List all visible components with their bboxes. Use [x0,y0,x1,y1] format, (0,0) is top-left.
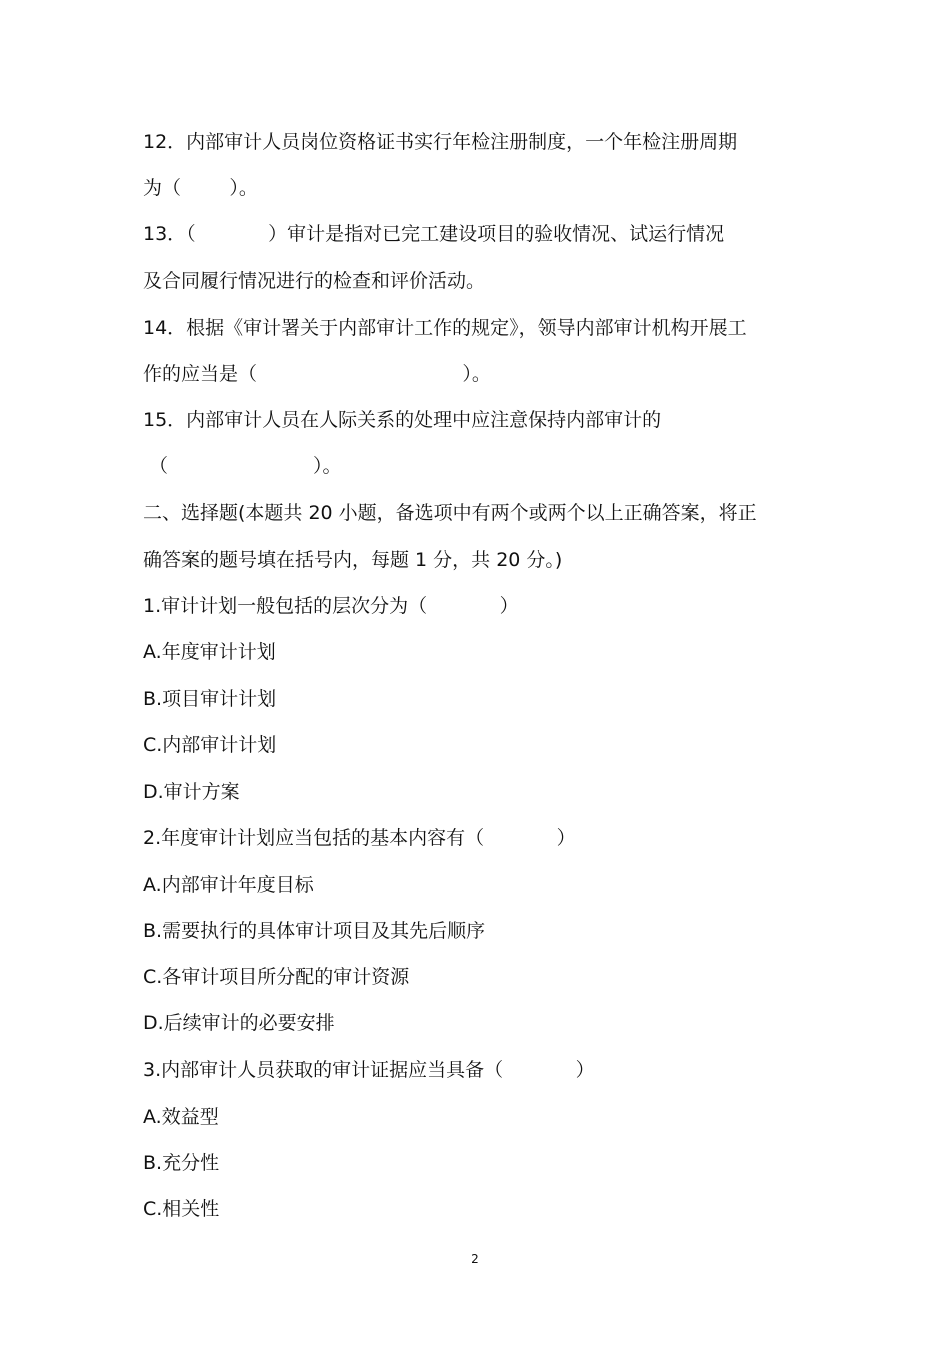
choice-1-option-d: D.审计方案 [143,781,240,803]
question-12-line-1: 12．内部审计人员岗位资格证书实行年检注册制度，一个年检注册周期 [143,131,738,153]
question-15-line-1: 15．内部审计人员在人际关系的处理中应注意保持内部审计的 [143,409,662,431]
question-14-line-1: 14．根据《审计署关于内部审计工作的规定》，领导内部审计机构开展工 [143,317,747,339]
question-15-line-2: （ ）。 [143,455,342,477]
choice-2-option-d: D.后续审计的必要安排 [143,1012,335,1034]
section-heading-line-1: 二、选择题(本题共 20 小题，备选项中有两个或两个以上正确答案，将正 [143,502,757,524]
choice-3-option-b: B.充分性 [143,1152,220,1174]
choice-2-option-b: B.需要执行的具体审计项目及其先后顺序 [143,920,486,942]
question-14-line-2: 作的应当是（ ）。 [143,363,491,385]
choice-3-option-c: C.相关性 [143,1198,220,1220]
choice-question-3: 3.内部审计人员获取的审计证据应当具备（ ） [143,1059,595,1081]
choice-2-option-a: A.内部审计年度目标 [143,874,314,896]
question-13-line-2: 及合同履行情况进行的检查和评价活动。 [143,270,486,292]
choice-3-option-a: A.效益型 [143,1106,219,1128]
choice-1-option-c: C.内部审计计划 [143,734,277,756]
choice-question-1: 1.审计计划一般包括的层次分为（ ） [143,595,519,617]
choice-2-option-c: C.各审计项目所分配的审计资源 [143,966,410,988]
question-13-line-1: 13．（ ）审计是指对已完工建设项目的验收情况、试运行情况 [143,223,725,245]
choice-1-option-a: A.年度审计计划 [143,641,276,663]
page-number: 2 [471,1252,479,1266]
question-12-line-2: 为（ ）。 [143,177,258,199]
section-heading-line-2: 确答案的题号填在括号内，每题 1 分，共 20 分。) [143,549,563,571]
choice-question-2: 2.年度审计计划应当包括的基本内容有（ ） [143,827,576,849]
choice-1-option-b: B.项目审计计划 [143,688,277,710]
